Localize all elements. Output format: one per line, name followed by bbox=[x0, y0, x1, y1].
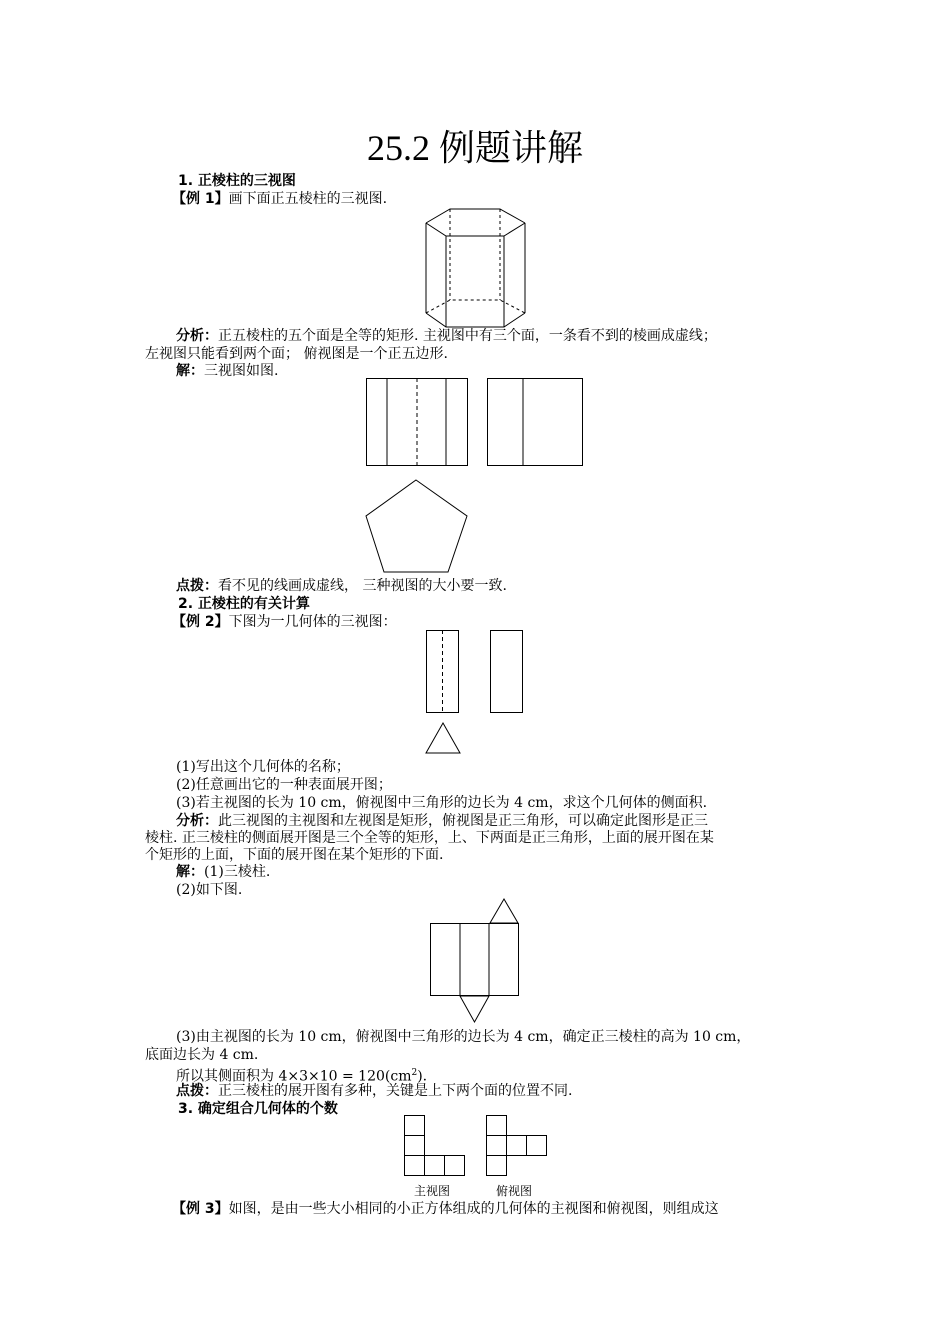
question-3: (3)若主视图的长为 10 cm，俯视图中三角形的边长为 4 cm，求这个几何体的侧面积. bbox=[176, 795, 708, 811]
solution-1: 解：三视图如图. bbox=[176, 363, 279, 379]
cube-front-view bbox=[404, 1115, 465, 1176]
analysis-1-line1: 分析：正五棱柱的五个面是全等的矩形. 主视图中有三个面，一条看不到的棱画成虚线； bbox=[176, 328, 717, 344]
caption-top-view: 俯视图 bbox=[496, 1184, 533, 1198]
example-2-tag: 【例 2】 bbox=[172, 614, 229, 630]
analysis-2-line1: 分析：此三视图的主视图和左视图是矩形，俯视图是正三角形，可以确定此图形是正三 bbox=[176, 813, 708, 829]
question-2: (2)任意画出它的一种表面展开图； bbox=[176, 777, 392, 793]
analysis-2-line3: 个矩形的上面，下面的展开图在某个矩形的下面. bbox=[145, 847, 444, 863]
page-title: 25.2 例题讲解 bbox=[366, 128, 583, 168]
example-3-tag: 【例 3】 bbox=[172, 1201, 229, 1217]
prism-side-view bbox=[487, 378, 583, 466]
section-2-heading: 2. 正棱柱的有关计算 bbox=[178, 596, 310, 612]
example-1-prompt bbox=[172, 190, 387, 208]
analysis-2-line2: 棱柱. 正三棱柱的侧面展开图是三个全等的矩形，上、下两面是正三角形，上面的展开图在某 bbox=[145, 830, 714, 846]
analysis-1-line2: 左视图只能看到两个面； 俯视图是一个正五边形. bbox=[145, 346, 448, 362]
net-top-triangle bbox=[490, 899, 518, 923]
analysis-1-label: 分析： bbox=[176, 328, 218, 344]
section-3-heading: 3. 确定组合几何体的个数 bbox=[178, 1101, 338, 1117]
solution-2-part2: (2)如下图. bbox=[176, 882, 243, 898]
example-2-prompt: 【例 2】下图为一几何体的三视图： bbox=[172, 614, 397, 630]
prism-top-front-edges bbox=[426, 223, 525, 236]
prism-top-view-pentagon bbox=[364, 478, 470, 574]
prism-front-view bbox=[366, 378, 468, 466]
pentagonal-prism-figure bbox=[420, 206, 530, 331]
lateral-area-result: 所以其侧面积为 $4\times 3\times 10 = 120(cm^2)$. bbox=[176, 1068, 428, 1085]
example-3-prompt: 【例 3】如图，是由一些大小相同的小正方体组成的几何体的主视图和俯视图，则组成这 bbox=[172, 1201, 719, 1217]
example-1-tag: 【例 1】 bbox=[172, 191, 229, 207]
solution-3-line1: (3)由主视图的长为 10 cm，俯视图中三角形的边长为 4 cm，确定正三棱柱的高为 10 cm， bbox=[176, 1029, 751, 1045]
triangular-prism-top-view bbox=[425, 722, 461, 754]
net-bottom-triangle bbox=[460, 996, 489, 1022]
caption-front-view: 主视图 bbox=[414, 1184, 451, 1198]
cube-top-view bbox=[486, 1115, 547, 1176]
triangular-prism-front-view bbox=[426, 630, 459, 713]
triangular-prism-net bbox=[430, 898, 520, 1025]
solution-2-part1: 解：(1)三棱柱. bbox=[176, 864, 271, 880]
prism-top-back-edges bbox=[426, 209, 525, 223]
section-1-heading: 1. 正棱柱的三视图 bbox=[178, 173, 296, 189]
triangular-prism-side-view bbox=[490, 630, 523, 713]
tip-2: 点拨：正三棱柱的展开图有多种，关键是上下两个面的位置不同. bbox=[176, 1083, 573, 1099]
question-1: (1)写出这个几何体的名称； bbox=[176, 759, 350, 775]
solution-3-line2: 底面边长为 4 cm. bbox=[145, 1047, 259, 1063]
tip-1: 点拨：看不见的线画成虚线， 三种视图的大小要一致. bbox=[176, 578, 507, 594]
example-1-text: 画下面正五棱柱的三视图. bbox=[228, 191, 388, 207]
